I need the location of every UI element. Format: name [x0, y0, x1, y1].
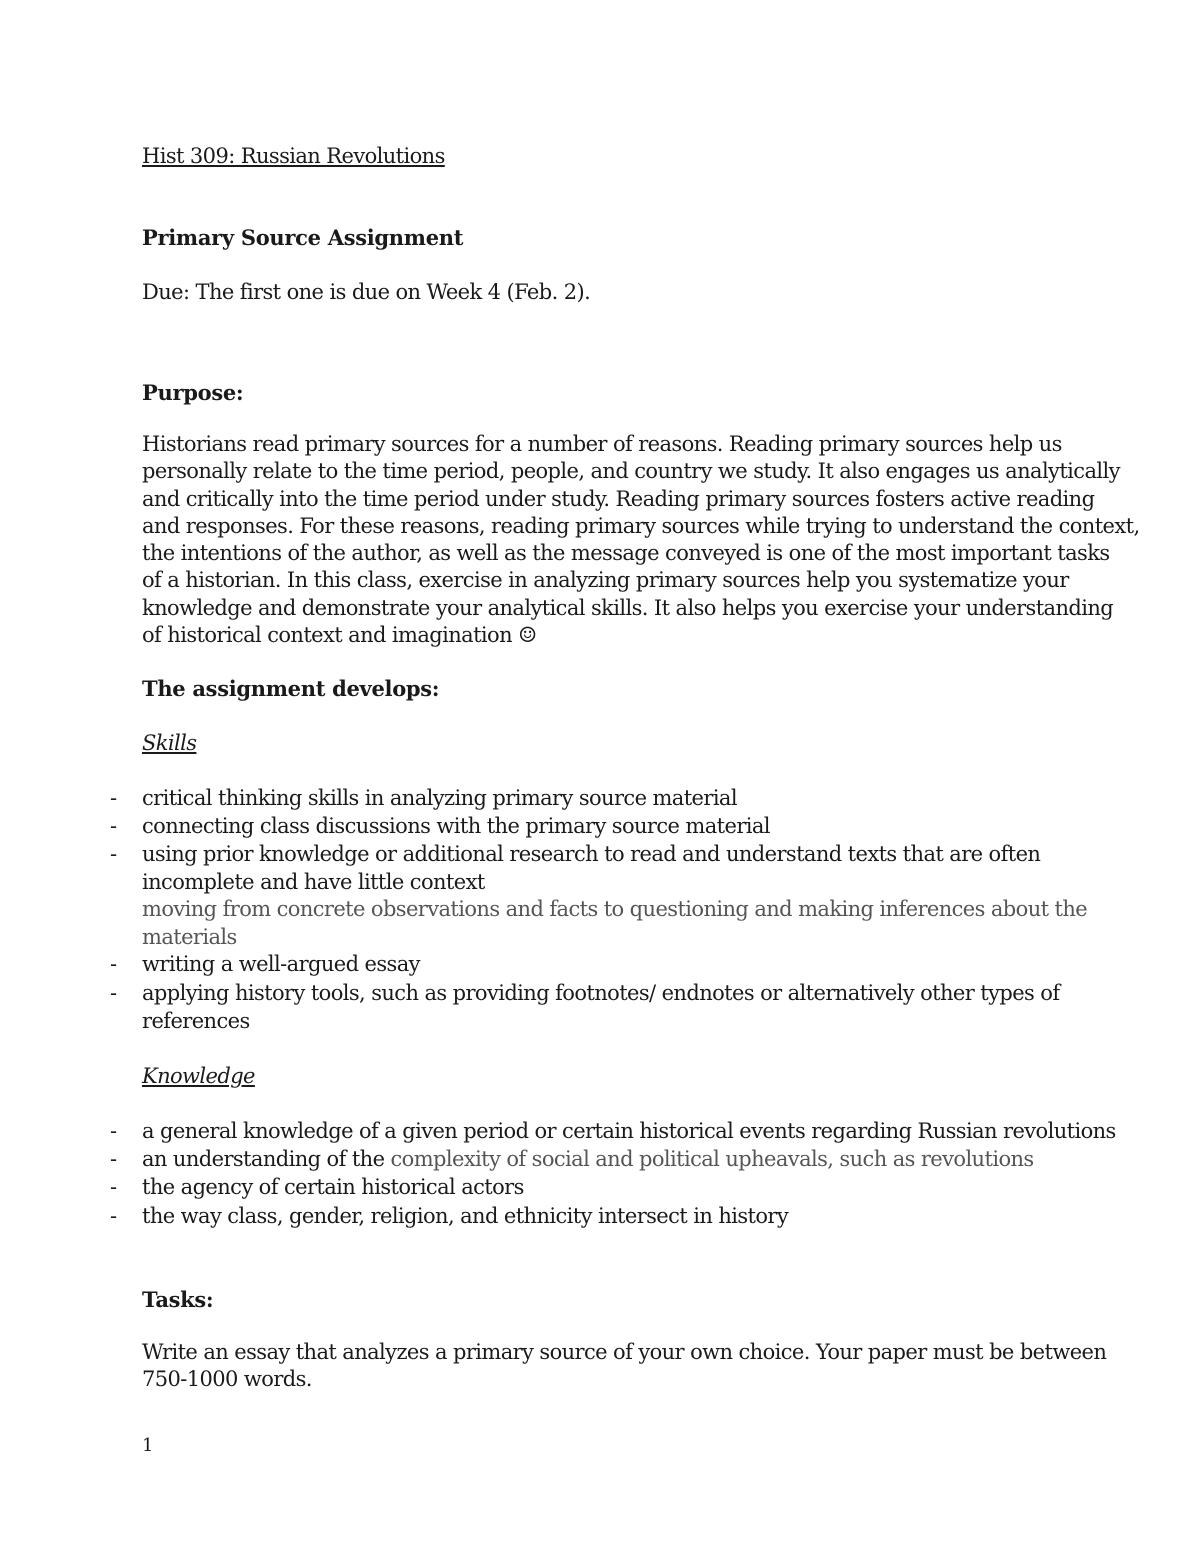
knowledge-list-item: [110, 1174, 1082, 1202]
list-item-text: critical thinking skills in analyzing primary source material: [142, 786, 737, 810]
bullet-dash: -: [110, 1147, 117, 1171]
purpose-paragraph: [142, 431, 1140, 649]
knowledge-heading: Knowledge: [142, 1064, 255, 1088]
assignment-title: Primary Source Assignment: [142, 225, 464, 250]
skills-list-item: [142, 896, 1088, 951]
bullet-dash: -: [110, 1175, 117, 1199]
purpose-line: knowledge and demonstrate your analytical skills. It also helps you exercise your understanding: [142, 595, 1114, 620]
skills-list-item: [110, 813, 1082, 841]
knowledge-list-item: [110, 1118, 1116, 1146]
bullet-dash: -: [110, 814, 117, 838]
skills-heading: Skills: [142, 731, 197, 755]
bullet-dash: -: [110, 981, 117, 1005]
purpose-line: and critically into the time period under study. Reading primary sources fosters active reading: [142, 486, 1095, 511]
bullet-dash: -: [110, 952, 117, 976]
purpose-line: the intentions of the author, as well as the message conveyed is one of the most important tasks: [142, 541, 1110, 566]
tasks-heading: Tasks:: [142, 1287, 214, 1312]
list-item-text: connecting class discussions with the primary source material: [142, 814, 770, 838]
purpose-line: of a historian. In this class, exercise in analyzing primary sources help you systematize your: [142, 568, 1069, 593]
bullet-dash: -: [110, 1204, 117, 1228]
purpose-line: personally relate to the time period, people, and country we study. It also engages us analytically: [142, 459, 1120, 484]
list-item-text: the agency of certain historical actors: [142, 1175, 524, 1199]
list-item-text: moving from concrete observations and facts to questioning and making inferences about the: [142, 897, 1088, 921]
list-item-text: the way class, gender, religion, and ethnicity intersect in history: [142, 1204, 789, 1228]
purpose-line: Historians read primary sources for a number of reasons. Reading primary sources help us: [142, 432, 1062, 456]
list-item-text-part: an understanding of the: [142, 1147, 391, 1171]
course-title: Hist 309: Russian Revolutions: [142, 144, 445, 168]
page-number: 1: [142, 1435, 154, 1456]
skills-list-item: [110, 951, 1082, 979]
purpose-line: of historical context and imagination ☺: [142, 623, 537, 648]
purpose-line: and responses. For these reasons, reading primary sources while trying to understand the context,: [142, 513, 1140, 538]
tasks-paragraph: [142, 1339, 1107, 1394]
list-item-text: incomplete and have little context: [142, 869, 485, 894]
list-item-text: using prior knowledge or additional research to read and understand texts that are often: [142, 842, 1041, 866]
knowledge-list-item: [110, 1203, 1082, 1231]
bullet-dash: -: [110, 786, 117, 810]
list-item-text: writing a well-argued essay: [142, 952, 420, 976]
bullet-dash: -: [110, 1119, 117, 1143]
tasks-line: 750-1000 words.: [142, 1367, 312, 1392]
skills-list-item: [110, 785, 1082, 813]
list-item-text: references: [142, 1008, 250, 1033]
list-item-text: applying history tools, such as providing footnotes/ endnotes or alternatively other types of: [142, 981, 1060, 1005]
list-item-text: a general knowledge of a given period or certain historical events regarding Russian revolutions: [142, 1119, 1116, 1143]
tasks-line: Write an essay that analyzes a primary source of your own choice. Your paper must be between: [142, 1340, 1107, 1364]
skills-list-item: [110, 841, 1082, 896]
skills-list-item: [110, 980, 1082, 1035]
knowledge-list-item: [110, 1146, 1082, 1174]
list-item-text-part: complexity of social and political upheavals, such as revolutions: [390, 1147, 1034, 1171]
bullet-dash: -: [110, 842, 117, 866]
list-item-text: materials: [142, 924, 237, 949]
list-item-text: [142, 1146, 1082, 1174]
develops-heading: The assignment develops:: [142, 676, 440, 701]
purpose-heading: Purpose:: [142, 380, 244, 405]
due-date: Due: The first one is due on Week 4 (Feb. 2).: [142, 280, 591, 304]
